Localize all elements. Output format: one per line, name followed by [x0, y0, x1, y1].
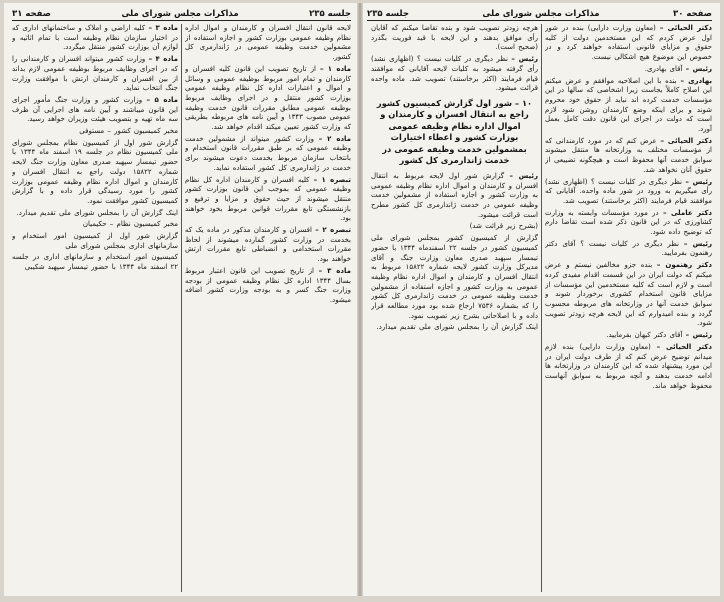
right-page-header — [367, 7, 712, 21]
paragraph — [12, 139, 178, 207]
book-gutter — [357, 3, 363, 596]
paragraph — [371, 234, 538, 321]
right-page — [359, 3, 720, 596]
paragraph — [12, 253, 178, 272]
paragraph — [371, 55, 538, 94]
publication-title: مذاکرات مجلس شورای ملی — [121, 8, 239, 19]
paragraph-text: اینک گزارش آن را بمجلس شورای ملی تقدیم میدارد. — [376, 323, 538, 332]
paragraph — [371, 172, 538, 221]
speaker-name: دکتر عاملی – — [662, 208, 712, 217]
paragraph — [371, 24, 538, 53]
speaker-name: ماده ۱ – — [319, 64, 351, 73]
paragraph — [12, 127, 178, 137]
paragraph-text: وزارت کشور و وزارت جنگ مأمور اجرای این قانون میباشند و آیین نامه های اجرایی آن ظرف سه ماه تهیه و بتصویب هیئت وزیران خواهد رسید. — [12, 95, 178, 124]
paragraph-text: وزارت کشور میتواند از مشمولین خدمت وظیفه عمومی که بر طبق مقررات قانون استخدام و بانتخاب سازمان مربوط بخدمت دعوت میشوند برای خدمت در ژاندارمری کل کشور استفاده نماید. — [185, 134, 351, 172]
paragraph-text: مخبر کمیسیون نظام – حکیمیان — [82, 220, 178, 229]
paragraph — [185, 65, 351, 133]
page-number: صفحه ۳۱ — [12, 8, 51, 19]
paragraph — [545, 261, 712, 329]
paragraph-text: گزارش شور اول لایحه مربوط به انتقال افسران و کارمندان و اموال اداره نظام وظیفه عمومی به وزارت کشور و اجازه استفاده از مشمولین خدمت وظیفه عمومی در خدمت ژاندارمری کل کشور مطرح است قرائت میشود. — [371, 171, 538, 219]
paragraph-text: (معاون وزارت دارایی) بنده لازم میدانم توضیح عرض کنم که از طرف دولت ایران در این مورد پیشنهاد شده که این کارمندان در وزارتخانه ها ادامه خدمت بدهند و آنچه مربوط به سوابق آنهاست محفوظ خواهد ماند. — [545, 342, 712, 390]
page-number: صفحه ۳۰ — [673, 8, 712, 19]
paragraph-text: آقای دکتر کیهان بفرمایید. — [606, 331, 683, 340]
paragraph — [12, 209, 178, 219]
paragraph-text: هرچه زودتر تصویب شود و بنده تقاضا میکنم که آقایان رأی موافق بدهند و این لایحه با قید فوریت بگذرد (صحیح است). — [371, 24, 538, 52]
session-number: جلسه ۲۳۵ — [309, 8, 351, 19]
paragraph — [185, 176, 351, 225]
paragraph-text: افسران و کارمندان مذکور در ماده یک که بخدمت در وزارت کشور گمارده میشوند از لحاظ مقررات استخدامی و انضباطی تابع مقررات ارتش خواهند بود. — [185, 226, 351, 264]
speaker-name: رئیس – — [509, 171, 538, 180]
paragraph — [12, 96, 178, 125]
paragraph — [545, 331, 712, 341]
paragraph — [12, 220, 178, 230]
speaker-name: بهادری – — [680, 76, 712, 85]
paragraph — [545, 240, 712, 259]
book-spread — [4, 3, 720, 596]
paragraph-text: کلیه افسران و کارمندان اداره کل نظام وظیفه عمومی که بموجب این قانون بوزارت کشور منتقل میشوند از حیث حقوق و مزایا و ترفیع و بازنشستگی تابع مقررات قوانین مربوط بخود خواهند بود. — [185, 175, 351, 223]
paragraph-text: گزارش شور اول از کمیسیون نظام بمجلس شورای ملی کمیسیون نظام در جلسه ۱۹ اسفند ماه ۱۳۴۴ با حضور تیمسار سپهبد صدری معاون وزارت جنگ لایحه شماره ۱۵۸۲۲ دولت راجع به انتقال افسران و کارمندان و اموال اداره نظام وظیفه عمومی بوزارت کشور را مورد رسیدگی قرار داده و با گزارش کمیسیون کشور موافقت نمود. — [12, 138, 178, 205]
paragraph-text: نظر دیگری در کلیات نیست ؟ (اظهاری نشد) رأی میگیریم به ورود در شور ماده واحده. آقایانی که موافقند قیام فرمایند (اکثر برخاستند) تصویب شد. — [545, 177, 712, 205]
speaker-name: ماده ۳ – — [148, 24, 178, 32]
speaker-name: رئیس – — [511, 55, 538, 64]
speaker-name: دکتر الحیائی – — [660, 136, 712, 145]
paragraph-text: کمیسیون امور استخدام و سازمانهای اداری در جلسه ۲۲ اسفند ماه ۱۳۴۴ با حضور تیمسار سپهبد شکیبی — [12, 253, 178, 272]
paragraph-text: در مورد مؤسسات وابسته به وزارت کشاورزی که در این قانون ذکر شده است تقاضا دارم که توضیح داده شود. — [545, 208, 712, 237]
speaker-name: رئیس – — [685, 177, 712, 186]
speaker-name: ماده ۲ – — [318, 134, 351, 143]
left-page-column-1 — [185, 24, 351, 592]
paragraph-text: عرض کنم که در مورد کارمندانی که از مؤسسات مختلف به وزارتخانه ها منتقل میشوند سوابق خدمت آنها محفوظ است و هیچگونه تضییعی از حقوق آنان نخواهد شد. — [545, 136, 712, 174]
paragraph — [371, 323, 538, 333]
paragraph-text: کلیه اراضی و املاک و ساختمانهای اداری که در اختیار سازمان نظام وظیفه است با تمام اثاثیه و لوازم آن بوزارت کشور منتقل میگردد. — [12, 24, 178, 52]
section-heading: ۱۰ – شور اول گزارش کمیسیون کشور راجع به انتقال افسران و کارمندان و اموال اداره نظام وظیفه عمومی بوزارت کشور و اعطاء اختیارات بمشمولین خدمت وظیفه عمومی در خدمت ژاندارمری کل کشور — [376, 97, 533, 166]
paragraph-text: وزارت کشور میتواند افسران و کارمندانی را که در اجرای وظایف مربوط بوظیفه عمومی لازم بداند از بین افسران و کارمندان ارتش با موافقت وزارت جنگ انتخاب نماید. — [12, 55, 178, 93]
paragraph-text: (بشرح زیر قرائت شد) — [469, 222, 538, 231]
column-divider — [181, 24, 182, 592]
paragraph — [545, 343, 712, 392]
speaker-name: دکتر رهنمون – — [656, 261, 712, 270]
paragraph-text: مخبر کمیسیون کشور – مستوفی — [79, 127, 178, 136]
speaker-name: ماده ۵ – — [146, 95, 178, 104]
speaker-name: تبصره ۲ – — [315, 226, 351, 235]
paragraph-text: از تاریخ تصویب این قانون اعتبار مربوط بسال ۱۳۴۴ اداره کل نظام وظیفه عمومی از بودجه وزارت جنگ کسر و به بودجه وزارت کشور اضافه میشود. — [185, 266, 351, 304]
session-number: جلسه ۲۳۵ — [367, 8, 409, 19]
paragraph — [12, 232, 178, 251]
paragraph-text: لایحه قانون انتقال افسران و کارمندان و اموال اداره نظام وظیفه عمومی بوزارت کشور و اجازه استفاده از مشمولین خدمت وظیفه عمومی در ژاندارمری کل کشور. — [185, 24, 351, 62]
left-page — [4, 3, 359, 596]
speaker-name: دکتر الحیائی – — [656, 342, 712, 351]
paragraph — [545, 65, 712, 75]
paragraph — [545, 209, 712, 238]
paragraph — [545, 137, 712, 176]
paragraph — [545, 24, 712, 63]
speaker-name: دکتر الحیائی – — [659, 24, 712, 32]
publication-title: مذاکرات مجلس شورای ملی — [482, 8, 600, 19]
paragraph — [545, 178, 712, 207]
right-page-column-1 — [545, 24, 712, 592]
paragraph — [545, 77, 712, 135]
left-page-column-2 — [12, 24, 178, 592]
paragraph — [185, 24, 351, 63]
paragraph-text: (معاون وزارت دارایی) بنده در شور اول عرض کردم که این مستخدمین دولت از کلیه حقوق و مزایای قانونی استفاده خواهند کرد و در خصوص این موضوع هیچ اشکالی نیست. — [545, 24, 712, 62]
paragraph — [12, 24, 178, 53]
paragraph-text: بنده جزو مخالفین نیستم و عرض میکنم که دولت ایران در این قسمت اقدام مفیدی کرده است و لازم است که کلیه مستخدمین این مؤسسات از مزایای قانون استخدام کشوری برخوردار شوند و سوابق خدمت آنها در وزارتخانه های مربوطه محسوب گردد و بنده امیدوارم که این لایحه هرچه زودتر تصویب شود. — [545, 261, 712, 328]
speaker-name: تبصره ۱ – — [313, 175, 351, 184]
speaker-name: ماده ۴ – — [148, 55, 178, 64]
speaker-name: رئیس – — [685, 331, 712, 340]
speaker-name: رئیس – — [685, 64, 712, 73]
paragraph — [371, 222, 538, 232]
paragraph-text: گزارش شور اول از کمیسیون امور استخدام و سازمانهای اداری بمجلس شورای ملی — [12, 232, 178, 250]
speaker-name: ماده ۳ – — [318, 266, 351, 275]
paragraph-text: آقای بهادری. — [644, 64, 683, 73]
paragraph-text: اینک گزارش آن را بمجلس شورای ملی تقدیم میدارد. — [16, 208, 178, 217]
right-page-column-2 — [371, 24, 538, 592]
speaker-name: رئیس – — [683, 239, 712, 248]
left-page-header — [12, 7, 351, 21]
paragraph-text: از تاریخ تصویب این قانون کلیه افسران و کارمندان و تمام امور مربوط بوظیفه عمومی و وسائل و اموال و اعتبارات اداره کل نظام وظیفه عمومی بوزارت کشور منتقل و در اجرای وظایف مربوط بوظیفه عمومی مطابق مقررات قانون خدمت وظیفه عمومی مصوب ۱۳۴۳ و آیین نامه های مربوطه بطریقی که وزارت کشور تعیین میکند اقدام خواهد شد. — [185, 64, 351, 132]
paragraph — [185, 267, 351, 306]
paragraph — [12, 55, 178, 94]
paragraph-text: بنده با این اصلاحیه موافقم و عرض میکنم این اصلاح کاملاً بجاست زیرا اشخاصی که سالها در این مؤسسات خدمت کرده اند نباید از حقوق خود محروم شوند و برای اینکه وضع کارمندان روشن شود لازم است که دولت در اجرای این قانون دقت کامل بعمل آورد. — [545, 76, 712, 134]
paragraph-text: نظر دیگری در کلیات نیست ؟ (اظهاری نشد) رأی گرفته میشود به کلیات لایحه آقایانی که موافقند قیام فرمایند (اکثر برخاستند) تصویب شد. ماده واحده قرائت میشود. — [371, 55, 538, 93]
column-divider — [541, 24, 542, 592]
paragraph — [185, 135, 351, 174]
paragraph-text: نظر دیگری در کلیات نیست ؟ آقای دکتر رهنمون بفرمایید. — [545, 239, 712, 258]
paragraph — [185, 226, 351, 265]
paragraph-text: گزارش از کمیسیون کشور بمجلس شورای ملی کمیسیون کشور در جلسه ۲۲ اسفندماه ۱۳۴۴ با حضور تیمسار سپهبد صدری معاون وزارت جنگ و آقای مدیرکل وزارت کشور لایحه شماره ۱۵۸۲۲ مربوط به انتقال افسران و کارمندان و اموال اداره نظام وظیفه عمومی به وزارت کشور و اجازه استفاده از مشمولین خدمت وظیفه عمومی در خدمت ژاندارمری کل کشور را که بشماره ۷۵۳۶ ارجاع شده بود مورد مطالعه قرار داده و با اصلاحاتی بشرح زیر تصویب نمود. — [371, 234, 538, 320]
